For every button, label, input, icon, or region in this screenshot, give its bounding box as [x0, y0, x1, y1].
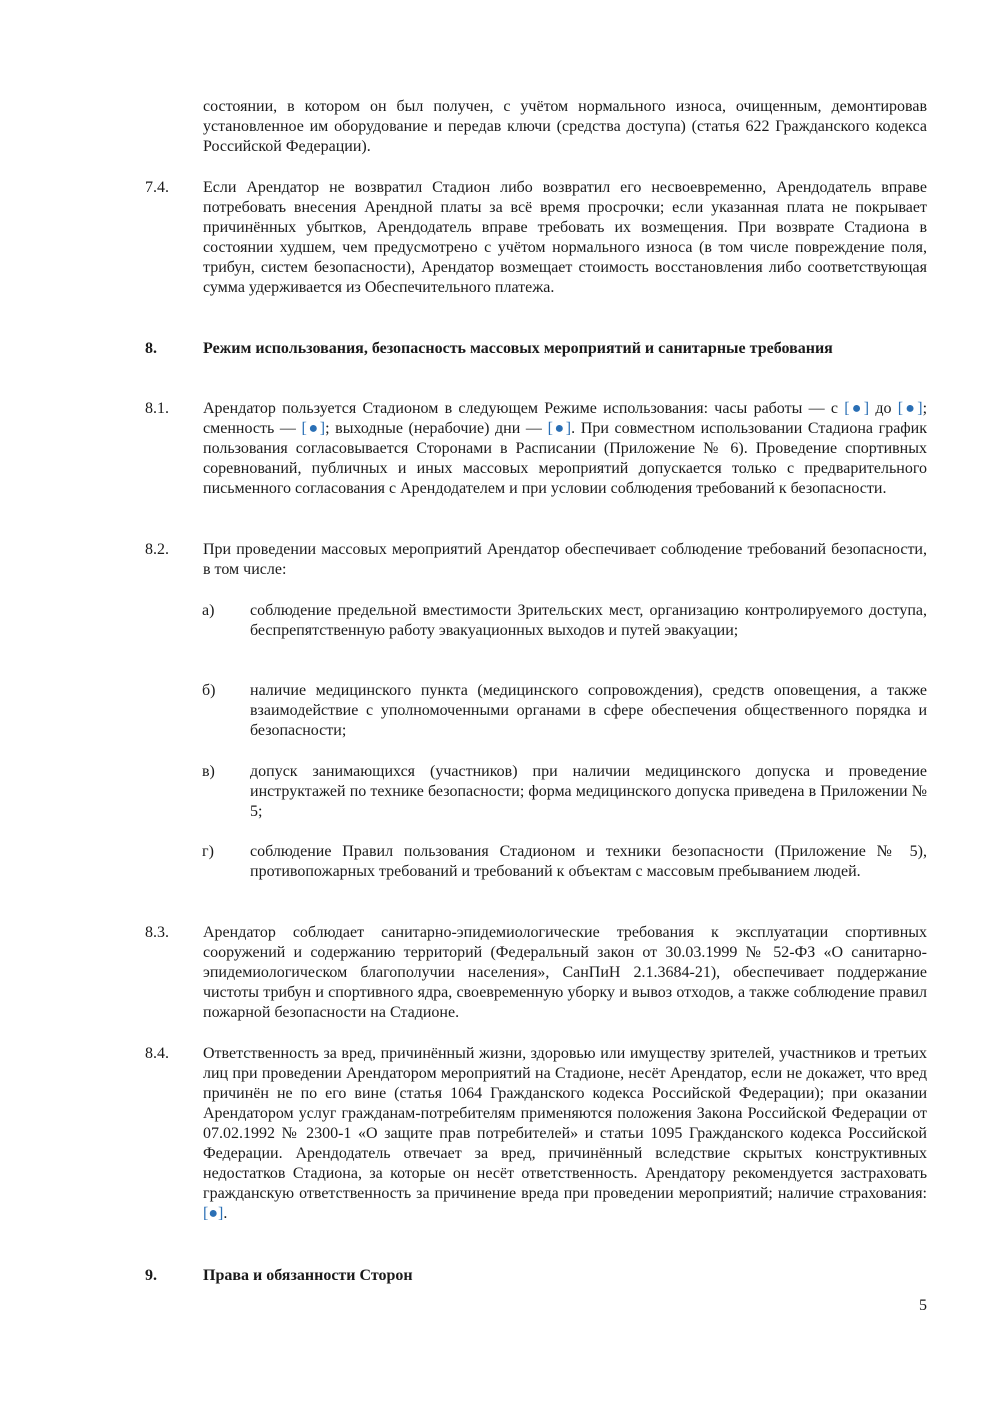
paragraph-number: 8.4.: [145, 1045, 169, 1062]
subitem-g: [202, 842, 927, 882]
subitem-v: [202, 762, 927, 822]
paragraph-text: состоянии, в котором он был получен, с учётом нормального износа, очищенным, демонтировав установленное им оборудование и передав ключи (средства доступа) (статья 622 Гражданского кодекса Российской Федерации).: [203, 98, 927, 155]
paragraph-text: При проведении массовых мероприятий Арендатор обеспечивает соблюдение требований безопасности, в том числе:: [203, 541, 927, 578]
paragraph-text: Арендатор соблюдает санитарно-эпидемиологические требования к эксплуатации спортивных сооружений и содержанию территорий (Федеральный закон от 30.03.1999 № 52-ФЗ «О санитарно-эпидемиологическом благополучии населения», СанПиН 2.1.3684-21), обеспечивает поддержание чистоты трибун и спортивного ядра, своевременную уборку и вывоз отходов, а также соблюдение правил пожарной безопасности на Стадионе.: [203, 924, 927, 1021]
subitem-b: [202, 681, 927, 741]
paragraph-8-3: [145, 923, 927, 1023]
paragraph-8-4: [145, 1044, 927, 1224]
subitem-text: соблюдение Правил пользования Стадионом и техники безопасности (Приложение № 5), противопожарных требований и требований к объектам с массовым пребыванием людей.: [250, 843, 927, 880]
section-title: Режим использования, безопасность массовых мероприятий и санитарные требования: [203, 340, 833, 357]
section-8-heading: [145, 339, 927, 359]
text-run: до: [869, 400, 898, 417]
paragraph-text: [203, 1044, 927, 1224]
paragraph-text: Если Арендатор не возвратил Стадион либо возвратил его несвоевременно, Арендодатель вправе потребовать внесения Арендной платы за всё время просрочки; если указанная плата не покрывает причинённых убытков, Арендодатель вправе требовать их возмещения. При возврате Стадиона в состоянии худшем, чем предусмотрено с учётом нормального износа (в том числе повреждение поля, трибун, систем безопасности), Арендатор возмещает стоимость восстановления либо соответствующая сумма удерживается из Обеспечительного платежа.: [203, 179, 927, 296]
section-9-heading: [145, 1266, 927, 1286]
subitem-text: допуск занимающихся (участников) при наличии медицинского допуска и проведение инструктажей по технике безопасности; форма медицинского допуска приведена в Приложении № 5;: [250, 763, 927, 820]
paragraph-number: 8.1.: [145, 400, 169, 417]
paragraph-number: 8.3.: [145, 924, 169, 941]
paragraph-number: 8.2.: [145, 541, 169, 558]
subitem-letter: в): [202, 763, 215, 780]
text-run: ; выходные (нерабочие) дни —: [325, 420, 548, 437]
section-number: 9.: [145, 1267, 157, 1284]
subitem-letter: б): [202, 682, 216, 699]
text-run: ; сменность —: [203, 400, 928, 437]
placeholder-field[interactable]: [●]: [203, 1205, 224, 1222]
paragraph-text: [203, 399, 927, 499]
subitem-text: соблюдение предельной вместимости Зрительских мест, организацию контролируемого доступа, беспрепятственную работу эвакуационных выходов и путей эвакуации;: [250, 602, 927, 639]
text-run: Ответственность за вред, причинённый жизни, здоровью или имуществу зрителей, участников и третьих лиц при проведении Арендатором мероприятий на Стадионе, несёт Арендатор, если не докажет, что вред причинён не по его вине (статья 1064 Гражданского кодекса Российской Федерации); при оказании Арендатором услуг гражданам-потребителям применяются положения Закона Российской Федерации от 07.02.1992 № 2300-1 «О защите прав потребителей» и статьи 1095 Гражданского кодекса Российской Федерации. Арендодатель отвечает за вред, причинённый вследствие скрытых конструктивных недостатков Стадиона, за которые он несёт ответственность. Арендатору рекомендуется застраховать гражданскую ответственность за причинение вреда при проведении мероприятий; наличие страхования:: [203, 1045, 927, 1202]
subitem-a: [202, 601, 927, 641]
paragraph-7-3-continuation: [145, 97, 927, 157]
text-run: . При совместном использовании Стадиона график пользования согласовывается Сторонами в Расписании (Приложение № 6). Проведение спортивных соревнований, публичных и иных массовых мероприятий допускается только с предварительного письменного согласования с Арендодателем и при условии соблюдения требований к безопасности.: [203, 420, 928, 497]
section-number: 8.: [145, 340, 157, 357]
placeholder-field[interactable]: [●]: [897, 400, 923, 417]
subitem-text: наличие медицинского пункта (медицинского сопровождения), средств оповещения, а также взаимодействие с уполномоченными органами в сфере обеспечения общественного порядка и безопасности;: [250, 682, 927, 739]
subitem-letter: г): [202, 843, 214, 860]
paragraph-8-2: [145, 540, 927, 580]
placeholder-field[interactable]: [●]: [844, 400, 870, 417]
text-run: Арендатор пользуется Стадионом в следующем Режиме использования: часы работы — с: [203, 400, 845, 417]
placeholder-field[interactable]: [●]: [301, 420, 326, 437]
text-run: .: [223, 1205, 228, 1222]
subitem-letter: а): [202, 602, 215, 619]
paragraph-7-4: [145, 178, 927, 298]
placeholder-field[interactable]: [●]: [547, 420, 572, 437]
paragraph-8-1: [145, 399, 927, 499]
section-title: Права и обязанности Сторон: [203, 1267, 413, 1284]
page-number: 5: [919, 1297, 927, 1314]
paragraph-number: 7.4.: [145, 179, 169, 196]
